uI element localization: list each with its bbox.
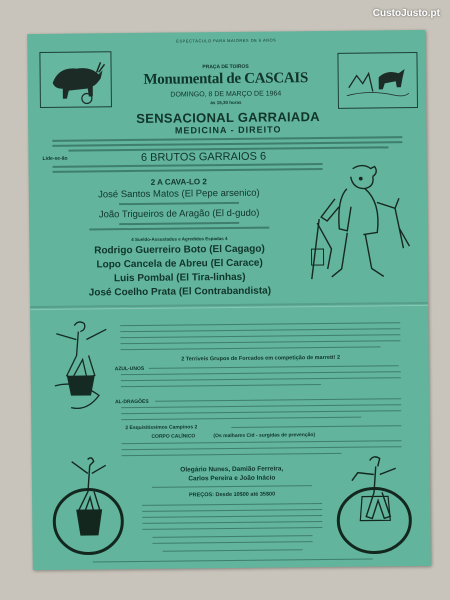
fine-print-line <box>152 535 312 538</box>
venue-title: Monumental de CASCAIS <box>143 70 309 88</box>
dancer-emblem-right-icon <box>332 450 417 561</box>
age-notice: ESPECTÁCULO PARA MAIORES DE 6 ANOS <box>176 37 277 44</box>
fine-print-line <box>122 453 342 456</box>
fine-print-line <box>149 365 399 369</box>
fine-print-line <box>142 521 322 524</box>
fine-print-line <box>121 371 401 375</box>
carlos-line: Carlos Pereira e João Inácio <box>188 474 276 483</box>
esquisitos-line: 2 Esquisitissimos Campinos 2 <box>125 424 198 432</box>
matador-1: Rodrigo Guerreiro Boto (El Cagago) <box>94 243 265 257</box>
fine-print-line <box>119 202 239 205</box>
bulls-prefix: Lide-se-ão <box>42 155 68 162</box>
bull-illustration-frame <box>39 51 112 108</box>
matador-2: Lopo Cancela de Abreu (El Carace) <box>96 257 263 271</box>
fine-print-line <box>122 446 402 450</box>
fine-print-line <box>93 559 373 563</box>
fine-print-line <box>120 322 400 326</box>
fine-print-line <box>120 334 400 338</box>
event-title: SENSACIONAL GARRAIADA <box>136 109 321 126</box>
fine-print-line <box>153 541 313 544</box>
fine-print-line <box>142 515 322 518</box>
event-subtitle: MEDICINA - DIREITO <box>174 124 282 136</box>
azul-label: AZUL-UNOS <box>114 365 145 373</box>
fine-print-line <box>142 503 322 506</box>
watermark-text: CustoJusto.pt <box>372 8 440 19</box>
bulls-line: 6 BRUTOS GARRAIOS 6 <box>140 150 267 164</box>
surgidas-line: (Os malhares Cid - surgidas de prevenção) <box>213 432 316 440</box>
fine-print-line <box>89 227 269 231</box>
matador-3: Luis Pombal (El Tira-linhas) <box>113 271 246 285</box>
fine-print-line <box>163 549 303 551</box>
fine-print-line <box>121 377 401 381</box>
fine-print-line <box>121 417 361 421</box>
fine-print-line <box>155 398 401 402</box>
prices: PREÇOS: Desde 10$00 até 35$00 <box>188 491 276 499</box>
fine-print-line <box>121 346 381 350</box>
cavalo-heading: 2 A CAVA-LO 2 <box>150 177 207 187</box>
fine-print-line <box>119 222 239 225</box>
fine-print-line <box>121 404 401 408</box>
event-time: às 15,30 horas <box>210 99 242 106</box>
bull-icon <box>40 52 111 107</box>
bullfight-poster <box>27 30 431 570</box>
fine-print-line <box>53 168 323 173</box>
fine-print-line <box>121 440 401 444</box>
matador-illustration-frame <box>337 52 418 109</box>
rider-1: José Santos Matos (El Pepe arsenico) <box>98 187 260 201</box>
corpo-label: CORPO CALÍNICO <box>151 433 196 440</box>
fine-print-line <box>120 328 400 332</box>
fine-print-line <box>121 384 321 387</box>
dancer-top-left-icon <box>46 315 117 426</box>
olegario-line: Olegário Nunes, Damião Ferreira, <box>180 465 284 474</box>
fine-print-line <box>142 527 322 530</box>
dancer-emblem-left-icon <box>48 451 129 562</box>
espadas-heading: 4 Sueldo-Assustados e Agredidos Espadas 4 <box>131 236 228 243</box>
fine-print-line <box>142 509 322 512</box>
fine-print-line <box>121 410 401 414</box>
matador-4: José Coelho Prata (El Contrabandista) <box>88 285 272 299</box>
aldaroes-label: AL-DRAGÕES <box>115 398 149 406</box>
caricature-illustration-icon <box>291 158 412 299</box>
event-date: DOMINGO, 8 DE MARÇO DE 1964 <box>170 90 282 99</box>
fine-print-line <box>120 340 400 344</box>
fine-print-line <box>152 485 312 488</box>
venue-small: PRAÇA DE TOIROS <box>202 63 249 71</box>
bullfight-scene-icon <box>338 53 417 108</box>
fine-print-line <box>231 425 401 428</box>
forcados-heading: 2 Terriveis Grupos de Forcados em competição de marrett! 2 <box>181 354 341 363</box>
rider-2: João Trigueiros de Aragão (El d-gudo) <box>98 207 260 221</box>
